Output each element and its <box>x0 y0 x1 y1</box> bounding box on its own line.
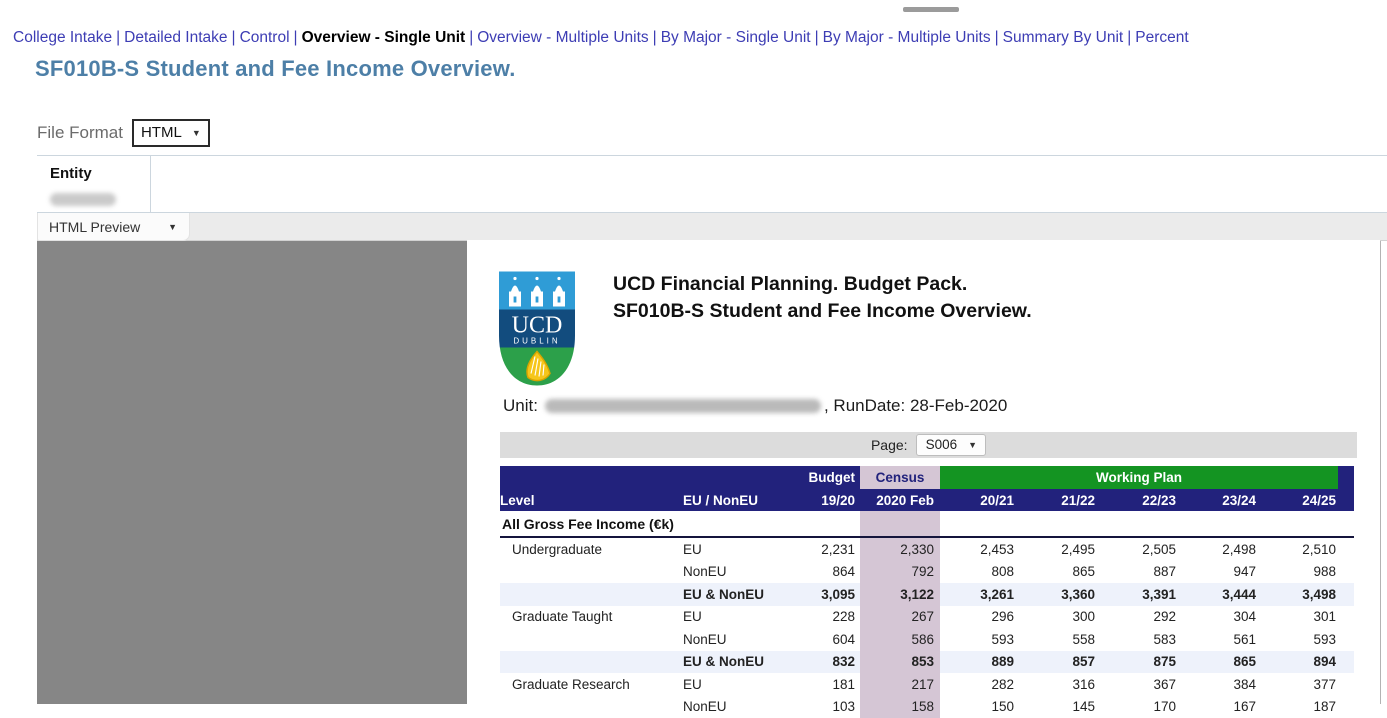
cell-value: 158 <box>860 696 940 718</box>
cell-spacer <box>1338 561 1354 584</box>
cell-value: 145 <box>1016 696 1097 718</box>
census-band <box>860 511 940 536</box>
nav-item-overview-single-unit[interactable]: Overview - Single Unit <box>302 29 466 46</box>
nav-separator: | <box>228 29 240 46</box>
report-nav <box>13 29 1387 51</box>
cell-value: 103 <box>778 696 860 718</box>
cell-value: 384 <box>1178 673 1258 696</box>
cell-category: EU <box>683 673 778 696</box>
nav-separator: | <box>1123 29 1135 46</box>
cell-value: 593 <box>1258 628 1338 651</box>
table-row <box>500 628 1354 651</box>
rundate-text: , RunDate: 28-Feb-2020 <box>824 396 1007 416</box>
cell-value: 292 <box>1097 606 1178 629</box>
page-select-value: S006 <box>926 437 958 452</box>
cell-value: 301 <box>1258 606 1338 629</box>
report-title-line2: SF010B-S Student and Fee Income Overview. <box>613 298 1032 325</box>
cell-category: EU & NonEU <box>683 583 778 606</box>
nav-item-detailed-intake[interactable]: Detailed Intake <box>124 29 227 46</box>
entity-value-redacted[interactable] <box>50 193 116 206</box>
page-selector-bar <box>500 432 1357 458</box>
cell-value: 150 <box>940 696 1016 718</box>
col-year: 19/20 <box>778 489 860 511</box>
cell-value: 3,360 <box>1016 583 1097 606</box>
cell-category: NonEU <box>683 628 778 651</box>
report-viewport <box>467 240 1380 704</box>
cell-value: 296 <box>940 606 1016 629</box>
cell-value: 865 <box>1178 651 1258 674</box>
entity-cell <box>37 156 151 212</box>
col-year: 21/22 <box>1016 489 1097 511</box>
cell-value: 2,330 <box>860 538 940 561</box>
cell-value: 304 <box>1178 606 1258 629</box>
nav-item-by-major-multiple-units[interactable]: By Major - Multiple Units <box>823 29 991 46</box>
cell-value: 875 <box>1097 651 1178 674</box>
unit-rundate-line <box>503 396 1007 416</box>
page-select[interactable] <box>916 434 986 456</box>
cell-value: 167 <box>1178 696 1258 718</box>
nav-separator: | <box>465 29 477 46</box>
cell-value: 865 <box>1016 561 1097 584</box>
cell-value: 282 <box>940 673 1016 696</box>
page-title: SF010B-S Student and Fee Income Overview. <box>35 56 516 82</box>
chevron-down-icon: ▼ <box>192 128 201 138</box>
cell-value: 2,505 <box>1097 538 1178 561</box>
table-header-groups <box>500 466 1354 489</box>
table-row <box>500 696 1354 718</box>
header-spacer <box>1338 466 1354 489</box>
cell-value: 853 <box>860 651 940 674</box>
cell-level: Graduate Research <box>500 673 683 696</box>
table-row <box>500 561 1354 584</box>
cell-value: 561 <box>1178 628 1258 651</box>
cell-value: 187 <box>1258 696 1338 718</box>
cell-value: 857 <box>1016 651 1097 674</box>
unit-label: Unit: <box>503 396 538 416</box>
logo-city: DUBLIN <box>513 337 560 346</box>
cell-value: 3,095 <box>778 583 860 606</box>
cell-level <box>500 583 683 606</box>
cell-level: Graduate Taught <box>500 606 683 629</box>
nav-separator: | <box>290 29 302 46</box>
cell-value: 2,231 <box>778 538 860 561</box>
cell-value: 217 <box>860 673 940 696</box>
cell-spacer <box>1338 538 1354 561</box>
cell-value: 300 <box>1016 606 1097 629</box>
header-spacer <box>1338 489 1354 511</box>
nav-item-percent[interactable]: Percent <box>1135 29 1188 46</box>
cell-value: 3,391 <box>1097 583 1178 606</box>
logo-acronym: UCD <box>512 313 563 339</box>
cell-level <box>500 628 683 651</box>
col-year: 20/21 <box>940 489 1016 511</box>
cell-level <box>500 651 683 674</box>
cell-spacer <box>1338 606 1354 629</box>
col-year: 2020 Feb <box>860 489 940 511</box>
cell-value: 604 <box>778 628 860 651</box>
entity-panel <box>37 155 1387 213</box>
page-label: Page: <box>871 437 908 453</box>
cell-value: 267 <box>860 606 940 629</box>
cell-value: 583 <box>1097 628 1178 651</box>
nav-item-overview-multiple-units[interactable]: Overview - Multiple Units <box>477 29 648 46</box>
cell-spacer <box>1338 651 1354 674</box>
panel-drag-handle[interactable] <box>903 7 959 12</box>
file-format-select[interactable] <box>132 119 210 147</box>
cell-value: 170 <box>1097 696 1178 718</box>
nav-item-college-intake[interactable]: College Intake <box>13 29 112 46</box>
cell-value: 316 <box>1016 673 1097 696</box>
nav-separator: | <box>811 29 823 46</box>
cell-level <box>500 561 683 584</box>
unit-value-redacted <box>545 399 821 413</box>
cell-spacer <box>1338 696 1354 718</box>
ucd-logo <box>497 269 577 388</box>
cell-spacer <box>1338 673 1354 696</box>
cell-value: 3,498 <box>1258 583 1338 606</box>
cell-value: 2,498 <box>1178 538 1258 561</box>
cell-spacer <box>1338 628 1354 651</box>
cell-category: EU & NonEU <box>683 651 778 674</box>
cell-value: 887 <box>1097 561 1178 584</box>
preview-toolbar <box>37 213 1387 241</box>
cell-value: 377 <box>1258 673 1338 696</box>
cell-level: Undergraduate <box>500 538 683 561</box>
table-section-row <box>500 511 1354 538</box>
cell-value: 889 <box>940 651 1016 674</box>
col-group-budget: Budget <box>778 466 860 489</box>
header-spacer <box>500 466 778 489</box>
table-row <box>500 538 1354 561</box>
cell-category: EU <box>683 606 778 629</box>
col-group-working-plan: Working Plan <box>940 466 1338 489</box>
cell-category: NonEU <box>683 696 778 718</box>
col-eu-noneu: EU / NonEU <box>683 489 778 511</box>
table-body <box>500 538 1354 718</box>
chevron-down-icon: ▼ <box>168 222 177 232</box>
cell-spacer <box>1338 583 1354 606</box>
cell-value: 864 <box>778 561 860 584</box>
nav-item-summary-by-unit[interactable]: Summary By Unit <box>1003 29 1124 46</box>
preview-mode-value: HTML Preview <box>49 219 140 235</box>
col-year: 24/25 <box>1258 489 1338 511</box>
cell-value: 947 <box>1178 561 1258 584</box>
cell-value: 2,510 <box>1258 538 1338 561</box>
nav-separator: | <box>991 29 1003 46</box>
report-title-block <box>613 271 1032 325</box>
cell-value: 2,453 <box>940 538 1016 561</box>
cell-value: 586 <box>860 628 940 651</box>
pane-divider <box>1380 241 1381 704</box>
cell-category: EU <box>683 538 778 561</box>
col-year: 23/24 <box>1178 489 1258 511</box>
cell-value: 3,444 <box>1178 583 1258 606</box>
collapsed-prompt-panel[interactable] <box>37 241 467 704</box>
cell-value: 792 <box>860 561 940 584</box>
file-format-label: File Format <box>37 123 123 143</box>
cell-value: 808 <box>940 561 1016 584</box>
cell-value: 593 <box>940 628 1016 651</box>
col-group-census: Census <box>860 466 940 489</box>
cell-value: 3,261 <box>940 583 1016 606</box>
cell-category: NonEU <box>683 561 778 584</box>
nav-item-by-major-single-unit[interactable]: By Major - Single Unit <box>661 29 811 46</box>
cell-value: 367 <box>1097 673 1178 696</box>
cell-value: 2,495 <box>1016 538 1097 561</box>
cell-value: 832 <box>778 651 860 674</box>
fee-income-table <box>500 466 1354 718</box>
table-row <box>500 583 1354 606</box>
entity-label: Entity <box>50 165 150 182</box>
file-format-row <box>37 119 210 147</box>
file-format-value: HTML <box>141 124 182 141</box>
cell-value: 3,122 <box>860 583 940 606</box>
cell-value: 894 <box>1258 651 1338 674</box>
table-header-columns <box>500 489 1354 511</box>
nav-item-control[interactable]: Control <box>240 29 290 46</box>
chevron-down-icon: ▼ <box>968 440 977 450</box>
table-row <box>500 673 1354 696</box>
preview-mode-select[interactable] <box>37 213 190 241</box>
cell-value: 228 <box>778 606 860 629</box>
cell-value: 558 <box>1016 628 1097 651</box>
col-level: Level <box>500 489 683 511</box>
nav-separator: | <box>112 29 124 46</box>
col-year: 22/23 <box>1097 489 1178 511</box>
section-title: All Gross Fee Income (€k) <box>500 511 860 536</box>
table-row <box>500 651 1354 674</box>
report-title-line1: UCD Financial Planning. Budget Pack. <box>613 271 1032 298</box>
cell-value: 181 <box>778 673 860 696</box>
table-row <box>500 606 1354 629</box>
nav-separator: | <box>649 29 661 46</box>
cell-level <box>500 696 683 718</box>
cell-value: 988 <box>1258 561 1338 584</box>
